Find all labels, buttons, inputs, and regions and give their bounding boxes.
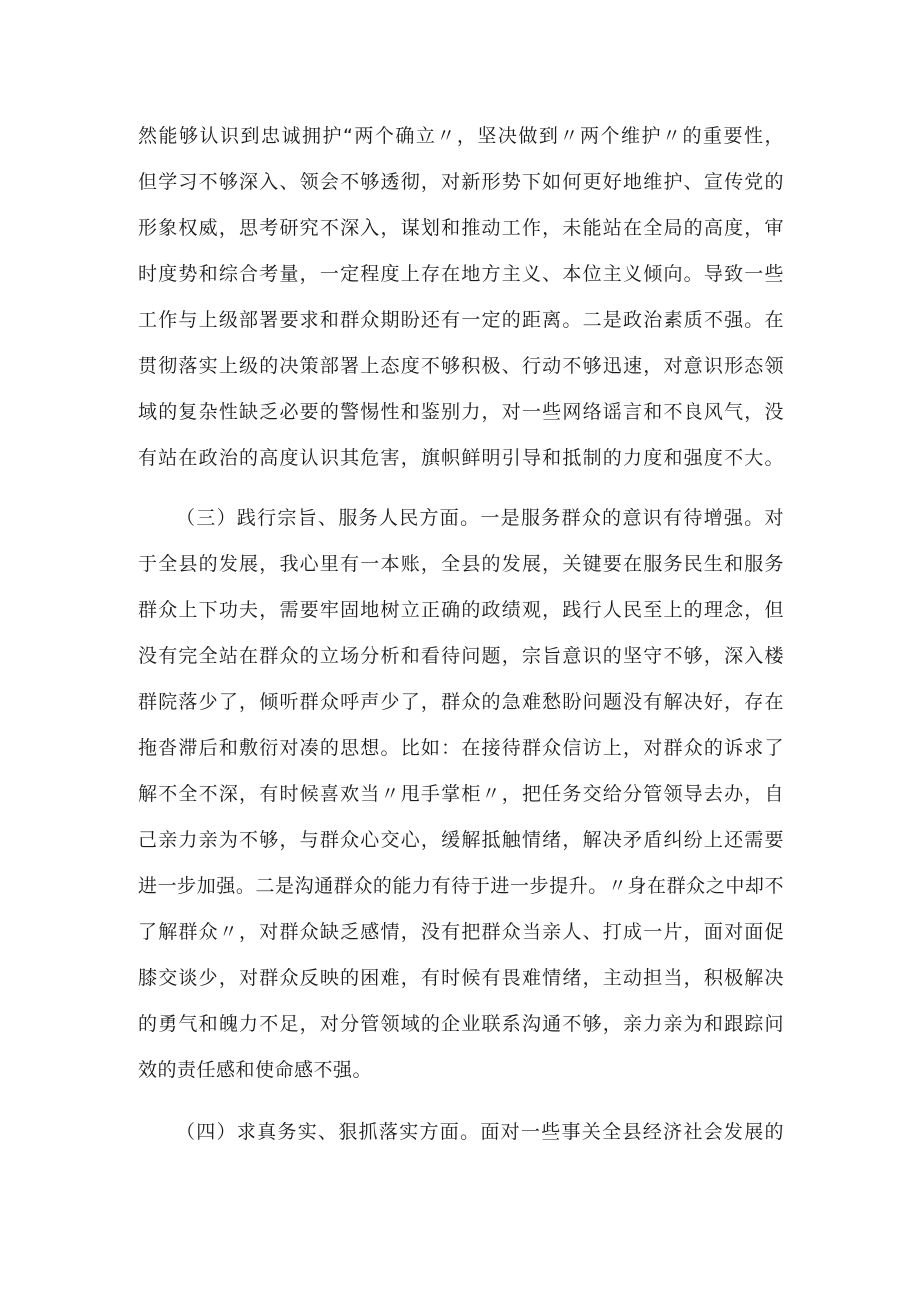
- text-line: 有站在政治的高度认识其危害，旗帜鲜明引导和抵制的力度和强度不大。: [138, 447, 784, 469]
- text-line: 解不全不深，有时候喜欢当〃甩手掌柜〃，把任务交给分管领导去办，自: [138, 783, 784, 805]
- text-line: 群众上下功夫，需要牢固地树立正确的政绩观，践行人民至上的理念，但: [138, 599, 784, 621]
- text-line: 域的复杂性缺乏必要的警惕性和鉴别力，对一些网络谣言和不良风气，没: [138, 401, 784, 423]
- paragraph-heading-line: （三）践行宗旨、服务人民方面。一是服务群众的意识有待增强。对: [176, 507, 784, 529]
- text-line: 进一步加强。二是沟通群众的能力有待于进一步提升。〃身在群众之中却不: [138, 875, 784, 897]
- text-line: 群院落少了，倾听群众呼声少了，群众的急难愁盼问题没有解决好，存在: [138, 691, 784, 713]
- text-line: 贯彻落实上级的决策部署上态度不够积极、行动不够迅速，对意识形态领: [138, 355, 784, 377]
- text-line: 形象权威，思考研究不深入，谋划和推动工作，未能站在全局的高度，审: [138, 217, 784, 239]
- text-line: 己亲力亲为不够，与群众心交心，缓解抵触情绪，解决矛盾纠纷上还需要: [138, 829, 784, 851]
- text-line: 工作与上级部署要求和群众期盼还有一定的距离。二是政治素质不强。在: [138, 309, 784, 331]
- text-line: 了解群众〃，对群众缺乏感情，没有把群众当亲人、打成一片，面对面促: [138, 921, 784, 943]
- text-line: 膝交谈少，对群众反映的困难，有时候有畏难情绪，主动担当，积极解决: [138, 967, 784, 989]
- text-line: 但学习不够深入、领会不够透彻，对新形势下如何更好地维护、宣传党的: [138, 171, 784, 193]
- paragraph-heading-line: （四）求真务实、狠抓落实方面。面对一些事关全县经济社会发展的: [176, 1121, 784, 1143]
- text-line: 于全县的发展，我心里有一本账，全县的发展，关键要在服务民生和服务: [138, 553, 784, 575]
- text-line: 的勇气和魄力不足，对分管领域的企业联系沟通不够，亲力亲为和跟踪问: [138, 1013, 784, 1035]
- text-line: 效的责任感和使命感不强。: [138, 1059, 373, 1081]
- text-line: 没有完全站在群众的立场分析和看待问题，宗旨意识的坚守不够，深入楼: [138, 645, 784, 667]
- text-line: 然能够认识到忠诚拥护“两个确立〃，坚决做到〃两个维护〃的重要性，: [138, 125, 784, 147]
- text-line: 时度势和综合考量，一定程度上存在地方主义、本位主义倾向。导致一些: [138, 263, 784, 285]
- text-line: 拖沓滞后和敷衍对凑的思想。比如：在接待群众信访上，对群众的诉求了: [138, 737, 784, 759]
